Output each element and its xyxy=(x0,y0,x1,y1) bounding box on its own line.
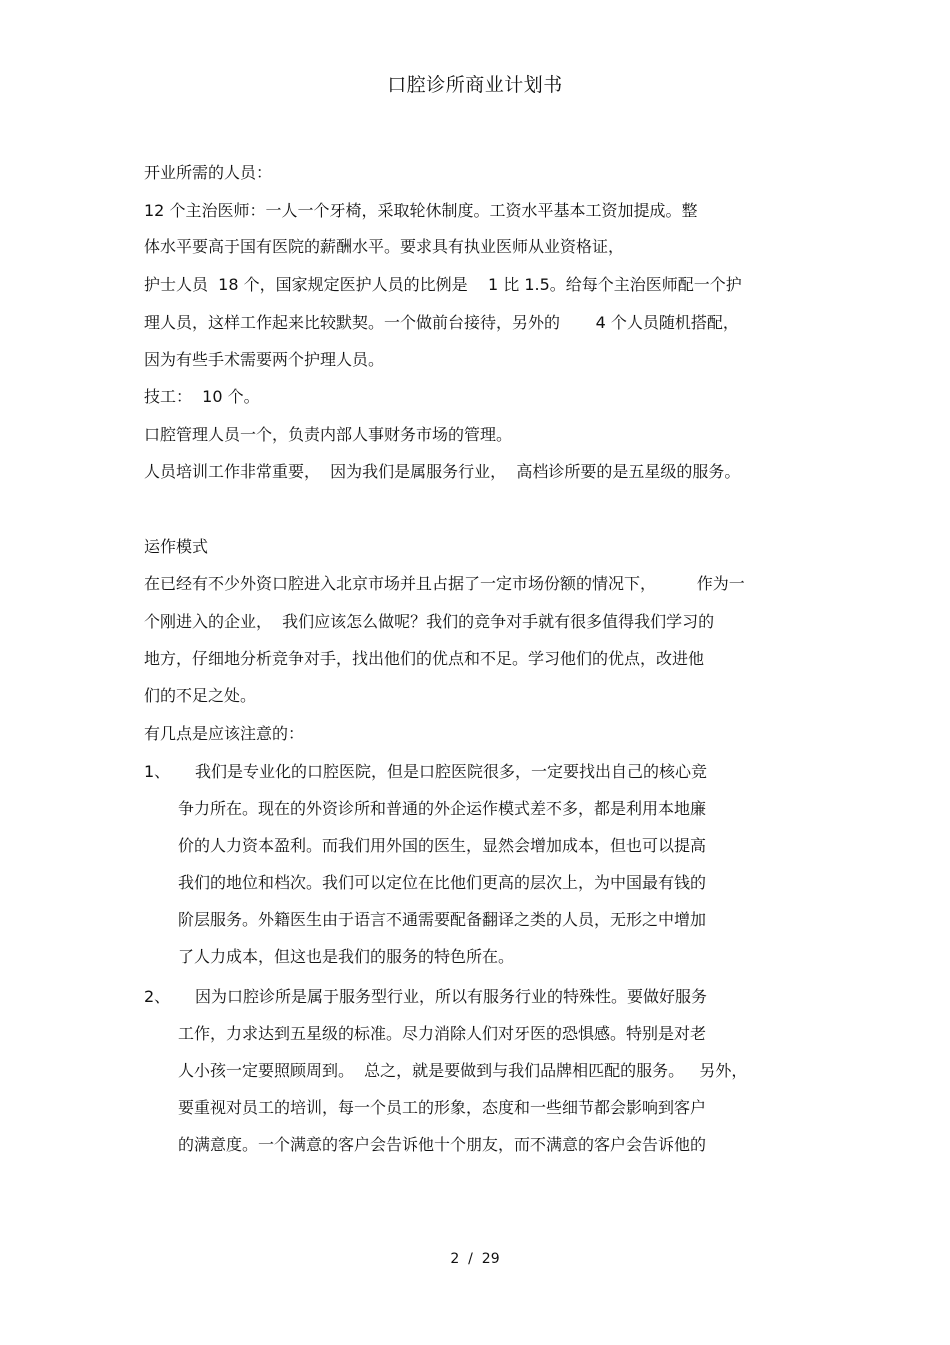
paragraph-line: 个刚进入的企业， 我们应该怎么做呢？我们的竞争对手就有很多值得我们学习的 xyxy=(144,612,715,631)
list-item-line: 人小孩一定要照顾周到。 总之，就是要做到与我们品牌相匹配的服务。 另外， xyxy=(178,1061,748,1080)
page-number: 2 / 29 xyxy=(450,1251,500,1267)
list-item-line: 价的人力资本盈利。而我们用外国的医生，显然会增加成本，但也可以提高 xyxy=(178,836,707,855)
list-item-line: 我们是专业化的口腔医院，但是口腔医院很多，一定要找出自己的核心竞 xyxy=(195,762,708,781)
paragraph-line: 人员培训工作非常重要， 因为我们是属服务行业， 高档诊所要的是五星级的服务。 xyxy=(144,462,741,481)
list-item-number: 1、 xyxy=(144,762,171,781)
paragraph-line: 理人员，这样工作起来比较默契。一个做前台接待，另外的 4 个人员随机搭配， xyxy=(144,313,739,332)
list-item-line: 要重视对员工的培训，每一个员工的形象，态度和一些细节都会影响到客户 xyxy=(178,1098,707,1117)
section-heading-staff: 开业所需的人员： xyxy=(144,163,273,182)
paragraph-line: 有几点是应该注意的： xyxy=(144,724,305,743)
list-item-line: 争力所在。现在的外资诊所和普通的外企运作模式差不多，都是利用本地廉 xyxy=(178,799,707,818)
page-title: 口腔诊所商业计划书 xyxy=(387,74,563,96)
paragraph-line: 12 个主治医师：一人一个牙椅，采取轮休制度。工资水平基本工资加提成。整 xyxy=(144,201,698,220)
list-item-line: 的满意度。一个满意的客户会告诉他十个朋友，而不满意的客户会告诉他的 xyxy=(178,1135,707,1154)
list-item-line: 因为口腔诊所是属于服务型行业，所以有服务行业的特殊性。要做好服务 xyxy=(195,987,708,1006)
paragraph-line: 技工： 10 个。 xyxy=(144,387,260,406)
list-item-number: 2、 xyxy=(144,987,171,1006)
list-item-line: 我们的地位和档次。我们可以定位在比他们更高的层次上，为中国最有钱的 xyxy=(178,873,707,892)
section-heading-operation-mode: 运作模式 xyxy=(144,537,209,556)
list-item-line: 工作，力求达到五星级的标准。尽力消除人们对牙医的恐惧感。特别是对老 xyxy=(178,1024,707,1043)
list-item-line: 阶层服务。外籍医生由于语言不通需要配备翻译之类的人员，无形之中增加 xyxy=(178,910,707,929)
paragraph-line: 口腔管理人员一个，负责内部人事财务市场的管理。 xyxy=(144,425,513,444)
paragraph-line: 在已经有不少外资口腔进入北京市场并且占据了一定市场份额的情况下， 作为一 xyxy=(144,574,745,593)
paragraph-line: 护士人员 18 个，国家规定医护人员的比例是 1 比 1.5。给每个主治医师配一个护 xyxy=(144,275,742,294)
paragraph-line: 地方，仔细地分析竞争对手，找出他们的优点和不足。学习他们的优点，改进他 xyxy=(144,649,705,668)
paragraph-line: 体水平要高于国有医院的薪酬水平。要求具有执业医师从业资格证， xyxy=(144,237,625,256)
list-item-line: 了人力成本，但这也是我们的服务的特色所在。 xyxy=(178,947,515,966)
paragraph-line: 因为有些手术需要两个护理人员。 xyxy=(144,350,385,369)
paragraph-line: 们的不足之处。 xyxy=(144,686,257,705)
